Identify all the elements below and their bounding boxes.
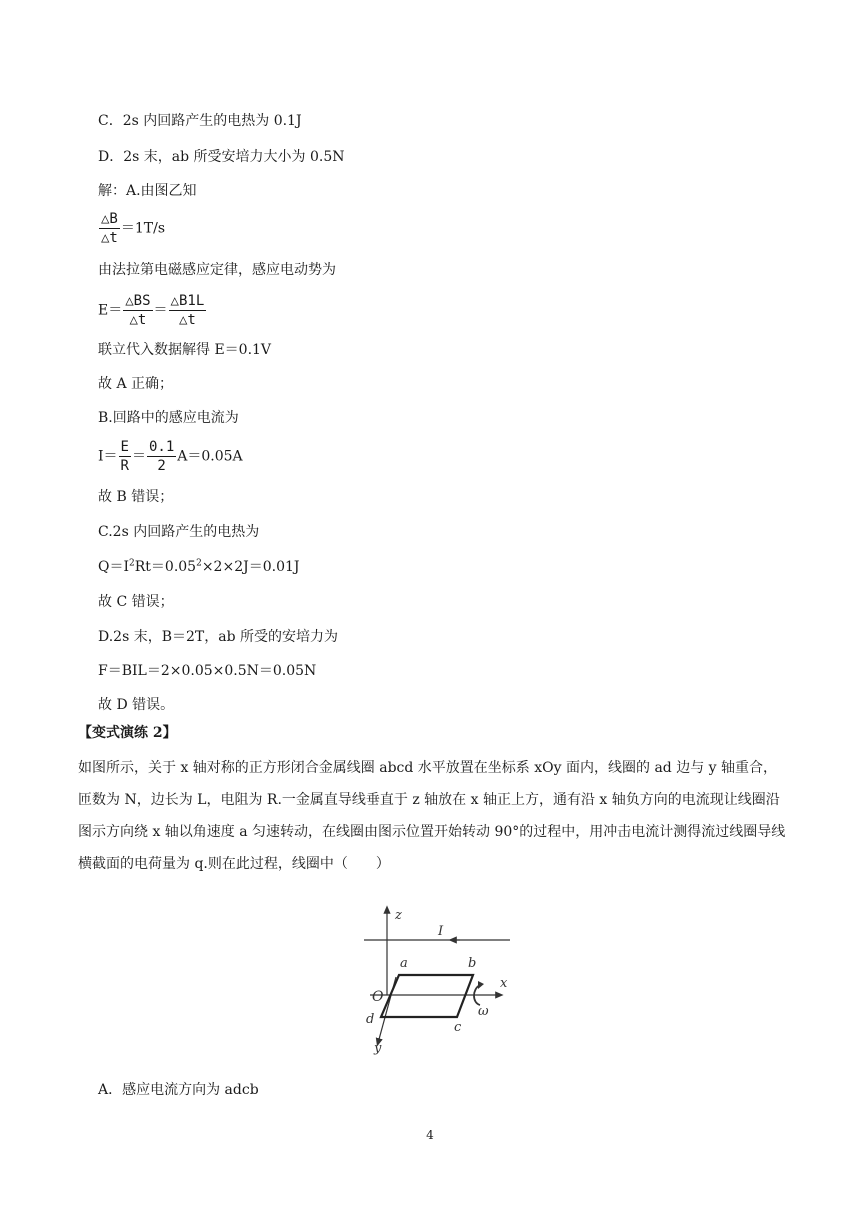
fraction-denominator: 2: [157, 458, 166, 474]
x-axis-label: x: [500, 976, 508, 991]
formula-force: F＝BIL＝2×0.05×0.5N＝0.05N: [98, 663, 317, 679]
fraction-values: [147, 438, 176, 475]
option-c: C．2s 内回路产生的电热为 0.1J: [98, 113, 302, 129]
coil-diagram: [360, 905, 520, 1055]
formula-emf: [98, 292, 207, 329]
fraction-denominator: △t: [178, 312, 196, 328]
faraday-law: 由法拉第电磁感应定律，感应电动势为: [98, 262, 336, 278]
fraction-dbs-dt: [123, 292, 152, 329]
formula-lhs: E＝: [98, 302, 123, 319]
d-wrong: 故 D 错误。: [98, 697, 175, 713]
y-axis-label: y: [374, 1041, 382, 1055]
problem-statement: 如图所示，关于 x 轴对称的正方形闭合金属线圈 abcd 水平放置在坐标系 xOy 面内，线圈的 ad 边与 y 轴重合，匝数为 N，边长为 L，电阻为 R.一金属直导线垂直于 z 轴放在 x 轴正上方，通有沿 x 轴负方向的电流现让线圈沿图示方向绕 x 轴以角速度 a 匀速转动，在线圈由图示位置开始转动 90°的过程中，用冲击电流计测得流过线圈导线横截面的电荷量为 q.则在此过程，线圈中（ ）: [78, 760, 786, 872]
solution-a: 解：A.由图乙知: [98, 183, 197, 199]
formula-rhs: ＝1T/s: [120, 220, 166, 237]
equals-sign: ＝: [153, 302, 168, 319]
vertex-d-label: d: [366, 1012, 375, 1027]
formula-lhs: I＝: [98, 448, 118, 465]
z-axis-label: z: [395, 908, 402, 923]
c-wrong: 故 C 错误；: [98, 594, 174, 610]
vertex-a-label: a: [400, 956, 408, 971]
origin-label: O: [372, 989, 384, 1005]
fraction-denominator: △t: [129, 312, 147, 328]
fraction-e-r: [119, 438, 131, 475]
rotation-arrowhead: [478, 981, 484, 989]
fraction-numerator: △B: [101, 211, 118, 227]
omega-label: ω: [478, 1004, 489, 1019]
solution-d: D.2s 末，B＝2T，ab 所受的安培力为: [98, 629, 339, 645]
formula-heat: [98, 557, 300, 577]
superscript: 2: [196, 558, 202, 569]
page-number: 4: [426, 1128, 434, 1142]
fraction-numerator: E: [120, 439, 129, 455]
option-a: A．感应电流方向为 adcb: [98, 1082, 259, 1098]
fraction-numerator: △BS: [125, 293, 151, 309]
formula-db-dt: [98, 210, 165, 247]
fraction-numerator: 0.1: [148, 439, 175, 455]
fraction-denominator: △t: [101, 230, 118, 246]
superscript: 2: [129, 558, 135, 569]
solution-b: B.回路中的感应电流为: [98, 410, 239, 426]
formula-current: [98, 438, 243, 475]
vertex-c-label: c: [454, 1020, 462, 1035]
current-label: I: [438, 924, 444, 939]
option-d: D．2s 末，ab 所受安培力大小为 0.5N: [98, 149, 345, 165]
equals-sign: ＝: [131, 448, 146, 465]
fraction-denominator: R: [120, 458, 129, 474]
heat-part: Rt＝0.05: [134, 559, 197, 575]
heat-part: ×2×2J＝0.01J: [201, 559, 300, 575]
solution-c: C.2s 内回路产生的电热为: [98, 524, 260, 540]
formula-rhs: A＝0.05A: [177, 448, 243, 465]
section-heading: 【变式演练 2】: [78, 725, 177, 741]
fraction-db-dt: [99, 210, 120, 247]
fraction-numerator: △B1L: [170, 293, 205, 309]
emf-result: 联立代入数据解得 E＝0.1V: [98, 342, 272, 358]
fraction-db1l-dt: [169, 292, 207, 329]
vertex-b-label: b: [468, 956, 477, 971]
b-wrong: 故 B 错误；: [98, 489, 174, 505]
a-correct: 故 A 正确；: [98, 376, 174, 392]
heat-part: Q＝I: [98, 559, 130, 575]
